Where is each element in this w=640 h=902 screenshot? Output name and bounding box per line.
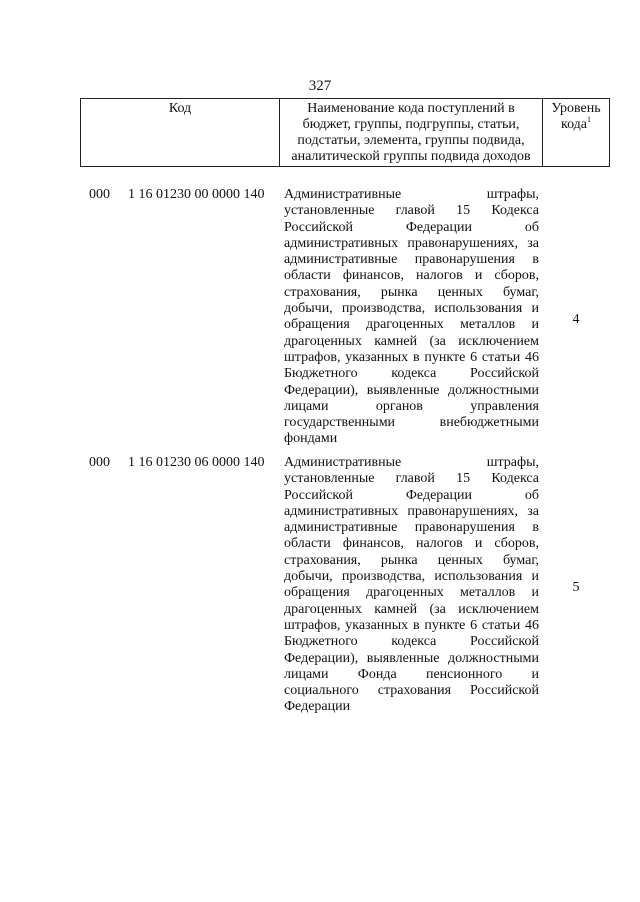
revenue-code: 1 16 01230 00 0000 140: [128, 187, 265, 202]
revenue-code: 1 16 01230 06 0000 140: [128, 455, 265, 470]
header-level-cell: [543, 99, 610, 167]
header-code-label: Код: [168, 101, 192, 116]
code-level: 5: [572, 580, 580, 595]
header-level-label: Уровень кода: [551, 101, 601, 132]
header-row: [81, 99, 610, 167]
page-number: 327: [308, 78, 332, 94]
admin-code: 000: [89, 455, 110, 470]
code-level: 4: [572, 312, 580, 327]
header-name-cell: [280, 99, 543, 167]
revenue-description: Административные штрафы, установленные главой 15 Кодекса Российской Федерации об административных правонарушениях, за административные правонарушения в области финансов, налогов и сборов, страхования, рынка ценных бумаг, добычи, производства, использования и обращения драгоценных металлов и драгоценных камней (за исключением штрафов, указанных в пункте 6 статьи 46 Бюджетного кодекса Российской Федерации), выявленные должностными лицами органов управления государственными внебюджетными фондами: [284, 187, 539, 447]
header-code-cell: [81, 99, 280, 167]
admin-code: 000: [89, 187, 110, 202]
footnote-marker: 1: [587, 115, 592, 124]
header-name-label: Наименование кода поступлений в бюджет, группы, подгруппы, статьи, подстатьи, элемента, группы подвида, аналитической группы подвида доходов: [291, 101, 531, 164]
table-header: [80, 98, 610, 167]
revenue-description: Административные штрафы, установленные главой 15 Кодекса Российской Федерации об административных правонарушениях, за административные правонарушения в области финансов, налогов и сборов, страхования, рынка ценных бумаг, добычи, производства, использования и обращения драгоценных металлов и драгоценных камней (за исключением штрафов, указанных в пункте 6 статьи 46 Бюджетного кодекса Российской Федерации), выявленные должностными лицами Фонда пенсионного и социального страхования Российской Федерации: [284, 455, 539, 715]
